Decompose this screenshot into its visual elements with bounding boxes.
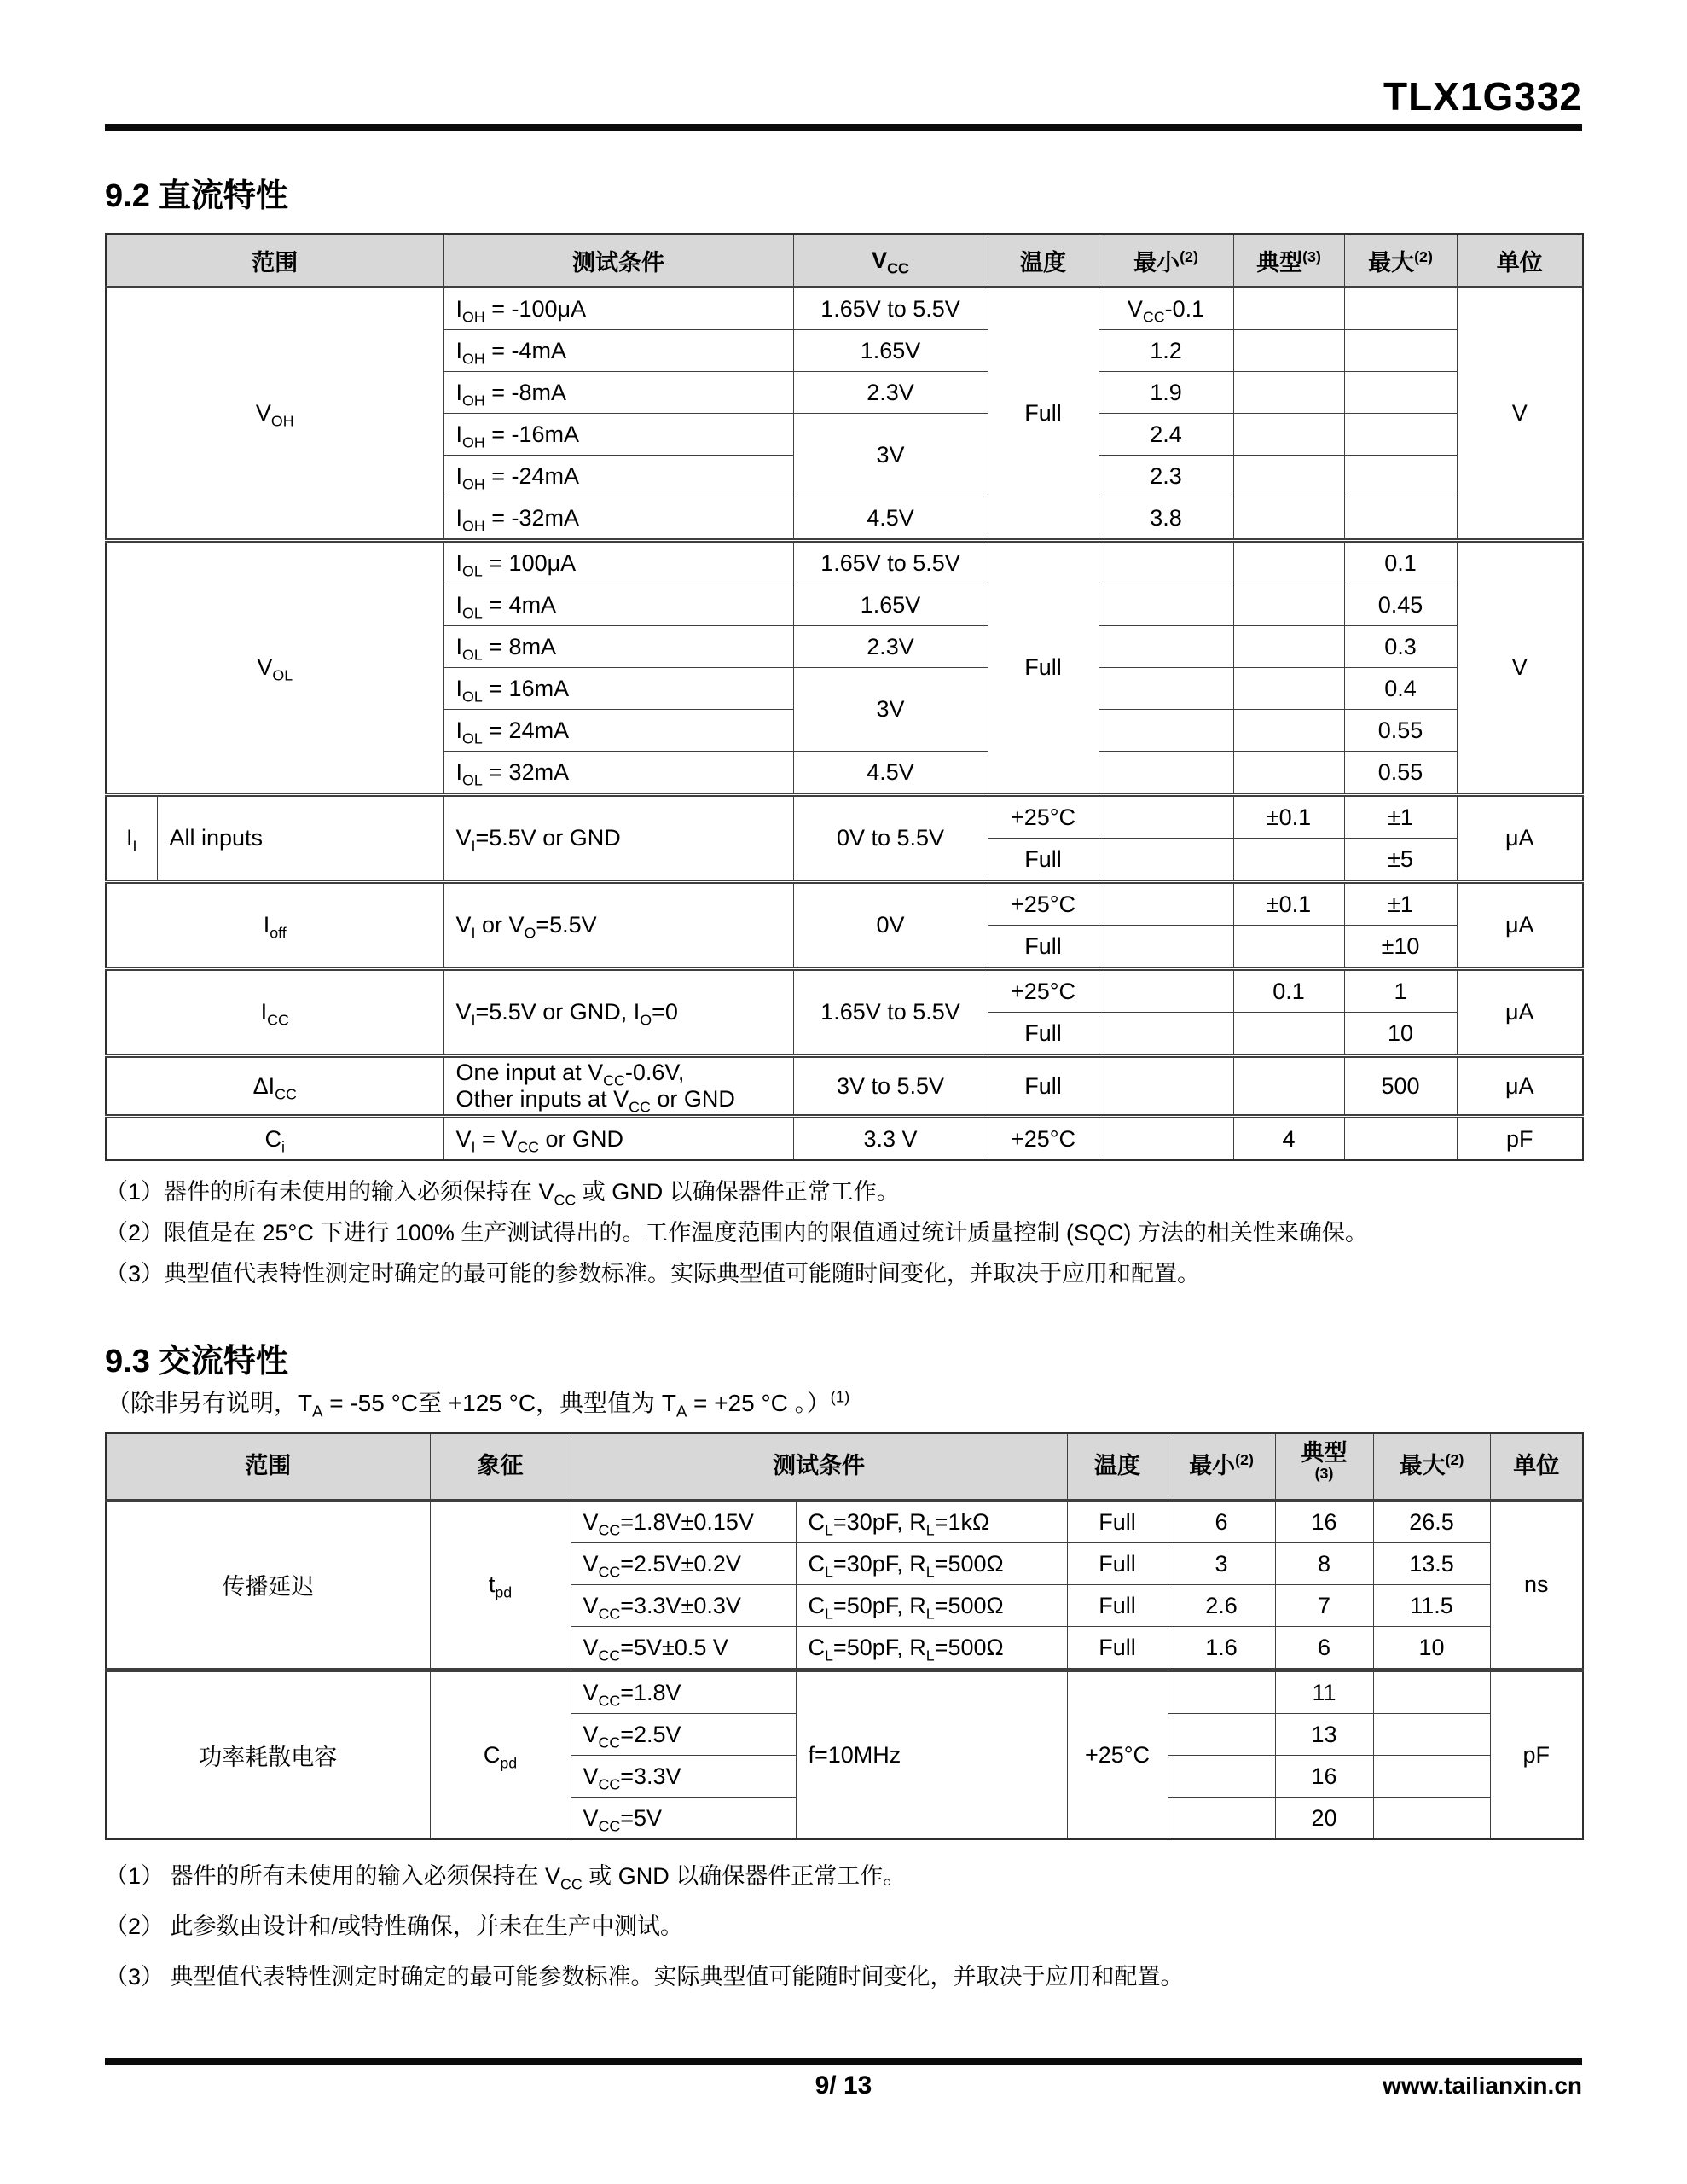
table-cell: 0.4 [1344,668,1457,710]
table-row [106,288,1583,330]
table-cell [1344,456,1457,497]
table-cell [1168,1670,1275,1714]
table-cell: 500 [1344,1056,1457,1117]
table-cell: pF [1490,1670,1583,1840]
header-rule [105,124,1582,131]
table-cell: 3 [1168,1543,1275,1585]
table-cell [1344,372,1457,414]
table-cell: $I_{OH} = -32mA$ [443,497,793,541]
table-cell [1099,752,1233,795]
table-row [106,1501,1583,1543]
table-cell: ±1 [1344,795,1457,839]
table-cell: $V_{CC}=3.3V$ [571,1756,796,1798]
table-cell: μA [1457,882,1583,969]
table-cell: Full [988,1056,1099,1117]
table-cell: $C_L=50pF$, $R_L=500\Omega$ [796,1585,1067,1627]
table-cell: 3V [793,414,988,497]
table-cell: 10 [1344,1013,1457,1056]
table-cell [1099,1013,1233,1056]
table-cell: 26.5 [1373,1501,1490,1543]
table-cell: $V_{CC}=2.5V$ [571,1714,796,1756]
table-cell: pF [1457,1117,1583,1161]
table-cell: 3V to 5.5V [793,1056,988,1117]
table-cell: $I_{OL} = 4mA$ [443,584,793,626]
table-cell: 8 [1275,1543,1373,1585]
table-cell: 16 [1275,1501,1373,1543]
table-cell: $I_{OH} = -24mA$ [443,456,793,497]
table-cell: Full [1067,1585,1168,1627]
table-cell: Full [1067,1543,1168,1585]
table-cell [1168,1798,1275,1840]
table-cell: +25°C [988,882,1099,926]
table-cell [1344,288,1457,330]
table-cell [1233,497,1344,541]
table-cell: 2.3 [1099,456,1233,497]
table-cell: $V_{CC}-0.1$ [1099,288,1233,330]
table-cell: $t_{pd}$ [430,1501,571,1670]
table-cell: +25°C [988,1117,1099,1161]
column-header: 最大$^{(2)}$ [1373,1433,1490,1501]
table-cell: 0V [793,882,988,969]
table-cell: 0.1 [1344,541,1457,584]
table-cell: $C_L=30pF$, $R_L=500\Omega$ [796,1543,1067,1585]
table-cell: $I_{off}$ [106,882,443,969]
table-cell: f=10MHz [796,1670,1067,1840]
table-cell [1099,969,1233,1013]
table-cell: $V_{CC}=3.3V\pm 0.3V$ [571,1585,796,1627]
table-cell: $V_I = V_{CC}$ or GND [443,1117,793,1161]
table-cell [1233,541,1344,584]
dc-heading-number: 9.2 [105,178,150,214]
table-cell: 0V to 5.5V [793,795,988,882]
dc-characteristics-table [105,233,1584,1161]
table-cell: 1.65V to 5.5V [793,541,988,584]
table-cell: $C_i$ [106,1117,443,1161]
column-header: 测试条件 [443,234,793,288]
table-cell: 2.3V [793,626,988,668]
table-cell: $V_{OH}$ [106,288,443,541]
table-cell [1099,710,1233,752]
ac-notes [105,1857,1582,1991]
table-cell [1233,1056,1344,1117]
table-row [106,1056,1583,1117]
table-cell: 3.3 V [793,1117,988,1161]
table-cell [1233,584,1344,626]
table-row [106,969,1583,1013]
table-cell: 10 [1373,1627,1490,1670]
table-cell: Full [988,288,1099,541]
table-cell [1099,584,1233,626]
table-cell [1344,497,1457,541]
table-cell: 11 [1275,1670,1373,1714]
document-title: TLX1G332 [1383,74,1582,119]
table-cell: 3.8 [1099,497,1233,541]
dc-section-heading [105,169,1582,216]
ac-note-1: （1） 器件的所有未使用的输入必须保持在 $V_{CC}$ 或 GND 以确保器件正常工作。 [105,1863,907,1893]
table-cell: $I_{OL} = 8mA$ [443,626,793,668]
column-header: 最小$^{(2)}$ [1099,234,1233,288]
table-cell: 3V [793,668,988,752]
table-cell: +25°C [988,795,1099,839]
column-header: 最大$^{(2)}$ [1344,234,1457,288]
table-cell: Full [988,926,1099,969]
table-cell: $V_{CC}=5V\pm 0.5$ V [571,1627,796,1670]
table-cell: $I_I$ [106,795,157,882]
table-cell [1099,626,1233,668]
table-cell: μA [1457,795,1583,882]
table-cell: Full [988,1013,1099,1056]
table-cell [1233,926,1344,969]
dc-note-3: （3）典型值代表特性测定时确定的最可能的参数标准。实际典型值可能随时间变化，并取决于应用和配置。 [105,1261,1201,1287]
table-cell: Full [988,839,1099,882]
table-cell [1099,1117,1233,1161]
table-cell: V [1457,541,1583,795]
table-cell: 6 [1168,1501,1275,1543]
table-cell: 16 [1275,1756,1373,1798]
table-cell: 0.55 [1344,710,1457,752]
table-cell: ±10 [1344,926,1457,969]
table-cell: $I_{CC}$ [106,969,443,1056]
table-cell: $I_{OL} = 24mA$ [443,710,793,752]
table-cell: ±1 [1344,882,1457,926]
table-cell [1344,330,1457,372]
table-cell: ±0.1 [1233,882,1344,926]
ac-section-heading [105,1334,1582,1381]
table-cell: $V_{CC}=5V$ [571,1798,796,1840]
table-cell: ±0.1 [1233,795,1344,839]
table-cell: $C_L=50pF$, $R_L=500\Omega$ [796,1627,1067,1670]
table-cell: 6 [1275,1627,1373,1670]
table-cell [1099,926,1233,969]
table-cell: $\Delta I_{CC}$ [106,1056,443,1117]
table-cell [1373,1756,1490,1798]
footer-rule [105,2058,1582,2065]
table-cell: V [1457,288,1583,541]
table-cell: 2.6 [1168,1585,1275,1627]
ac-heading-number: 9.3 [105,1344,150,1380]
table-cell: Full [1067,1501,1168,1543]
table-cell [1233,288,1344,330]
dc-heading-title: 直流特性 [158,178,288,214]
table-cell: $V_I$ or $V_O=5.5V$ [443,882,793,969]
table-cell: 传播延迟 [106,1501,430,1670]
table-cell: 功率耗散电容 [106,1670,430,1840]
table-cell: 1 [1344,969,1457,1013]
table-row [106,882,1583,926]
table-cell: μA [1457,1056,1583,1117]
table-cell: +25°C [988,969,1099,1013]
table-cell: $I_{OL} = 16mA$ [443,668,793,710]
table-cell [1233,1013,1344,1056]
table-cell: $V_{CC}=1.8V$ [571,1670,796,1714]
table-cell [1233,839,1344,882]
footer-row [105,2071,1582,2102]
table-cell [1099,1056,1233,1117]
table-cell: ±5 [1344,839,1457,882]
table-cell: $I_{OH} = -4mA$ [443,330,793,372]
table-cell: 1.2 [1099,330,1233,372]
table-cell [1099,839,1233,882]
table-cell [1233,752,1344,795]
table-cell: $V_{OL}$ [106,541,443,795]
table-cell [1099,541,1233,584]
table-cell: 7 [1275,1585,1373,1627]
table-cell: $I_{OH} = -8mA$ [443,372,793,414]
dc-note-2: （2）限值是在 25°C 下进行 100% 生产测试得出的。工作温度范围内的限值通过统计质量控制 (SQC) 方法的相关性来确保。 [105,1220,1368,1246]
table-cell: $I_{OL} = 32mA$ [443,752,793,795]
table-cell: 1.65V [793,584,988,626]
table-cell [1233,626,1344,668]
column-header: 单位 [1457,234,1583,288]
table-cell: 13.5 [1373,1543,1490,1585]
table-cell: $I_{OH} = -100\mu A$ [443,288,793,330]
column-header: 测试条件 [571,1433,1067,1501]
column-header: $V_{CC}$ [793,234,988,288]
column-header: 范围 [106,1433,430,1501]
dc-notes [105,1173,1582,1288]
table-cell: 1.65V to 5.5V [793,288,988,330]
table-cell: μA [1457,969,1583,1056]
table-cell: 4.5V [793,752,988,795]
table-cell: 0.45 [1344,584,1457,626]
table-cell: 2.4 [1099,414,1233,456]
column-header: 最小$^{(2)}$ [1168,1433,1275,1501]
table-cell: $V_{CC}=1.8V\pm 0.15V$ [571,1501,796,1543]
table-cell: One input at $V_{CC}-0.6V$, Other inputs at $V_{CC}$ or GND [443,1056,793,1117]
ac-characteristics-table [105,1432,1584,1840]
ac-note-3: （3） 典型值代表特性测定时确定的最可能参数标准。实际典型值可能随时间变化，并取决于应用和配置。 [105,1964,1184,1989]
table-cell [1233,668,1344,710]
table-cell [1344,1117,1457,1161]
table-cell [1233,456,1344,497]
table-cell: 4.5V [793,497,988,541]
table-cell: Full [1067,1627,1168,1670]
table-cell [1373,1714,1490,1756]
table-row [106,1670,1583,1714]
table-cell [1168,1714,1275,1756]
table-cell [1373,1670,1490,1714]
page-number: 9/ 13 [815,2071,872,2100]
table-cell [1373,1798,1490,1840]
table-cell [1233,710,1344,752]
column-header: 单位 [1490,1433,1583,1501]
table-cell [1168,1756,1275,1798]
column-header: 温度 [1067,1433,1168,1501]
table-cell [1344,414,1457,456]
table-row [106,541,1583,584]
page-content [105,0,1582,1991]
table-cell [1233,330,1344,372]
column-header: 典型 $^{(3)}$ [1275,1433,1373,1501]
table-cell: 4 [1233,1117,1344,1161]
table-cell: All inputs [157,795,443,882]
table-cell [1233,414,1344,456]
table-cell: +25°C [1067,1670,1168,1840]
table-cell: $C_L=30pF$, $R_L=1k\Omega$ [796,1501,1067,1543]
column-header: 典型$^{(3)}$ [1233,234,1344,288]
table-cell: 20 [1275,1798,1373,1840]
table-cell: $V_I=5.5V$ or GND, $I_O=0$ [443,969,793,1056]
table-row [106,1117,1583,1161]
ac-heading-title: 交流特性 [158,1344,288,1380]
table-cell [1099,795,1233,839]
website-link[interactable]: www.tailianxin.cn [1383,2072,1582,2099]
ac-note-2: （2） 此参数由设计和/或特性确保，并未在生产中测试。 [105,1914,684,1939]
table-cell [1099,882,1233,926]
table-cell: 0.1 [1233,969,1344,1013]
dc-note-1: （1）器件的所有未使用的输入必须保持在 $V_{CC}$ 或 GND 以确保器件正常工作。 [105,1179,900,1209]
table-header-row [106,234,1583,288]
table-cell: 0.55 [1344,752,1457,795]
table-cell: 1.6 [1168,1627,1275,1670]
column-header: 温度 [988,234,1099,288]
table-row [106,795,1583,839]
table-cell: $I_{OL} = 100\mu A$ [443,541,793,584]
table-cell: 1.65V [793,330,988,372]
table-header-row [106,1433,1583,1501]
table-cell: 0.3 [1344,626,1457,668]
table-cell [1099,668,1233,710]
table-cell: Full [988,541,1099,795]
table-cell: 2.3V [793,372,988,414]
table-cell: 1.65V to 5.5V [793,969,988,1056]
page-footer [105,2058,1582,2102]
table-cell: $I_{OH} = -16mA$ [443,414,793,456]
table-cell: 1.9 [1099,372,1233,414]
column-header: 象征 [430,1433,571,1501]
table-cell [1233,372,1344,414]
column-header: 范围 [106,234,443,288]
ac-conditions-subtitle: （除非另有说明，$T_A = -55$ °C至 +125 °C，典型值为 $T_A = +25$ °C 。）$^{(1)}$ [107,1387,850,1420]
table-cell: $V_{CC}=2.5V\pm 0.2V$ [571,1543,796,1585]
table-cell: $V_I=5.5V$ or GND [443,795,793,882]
table-cell: ns [1490,1501,1583,1670]
table-cell: $C_{pd}$ [430,1670,571,1840]
table-cell: 11.5 [1373,1585,1490,1627]
table-cell: 13 [1275,1714,1373,1756]
